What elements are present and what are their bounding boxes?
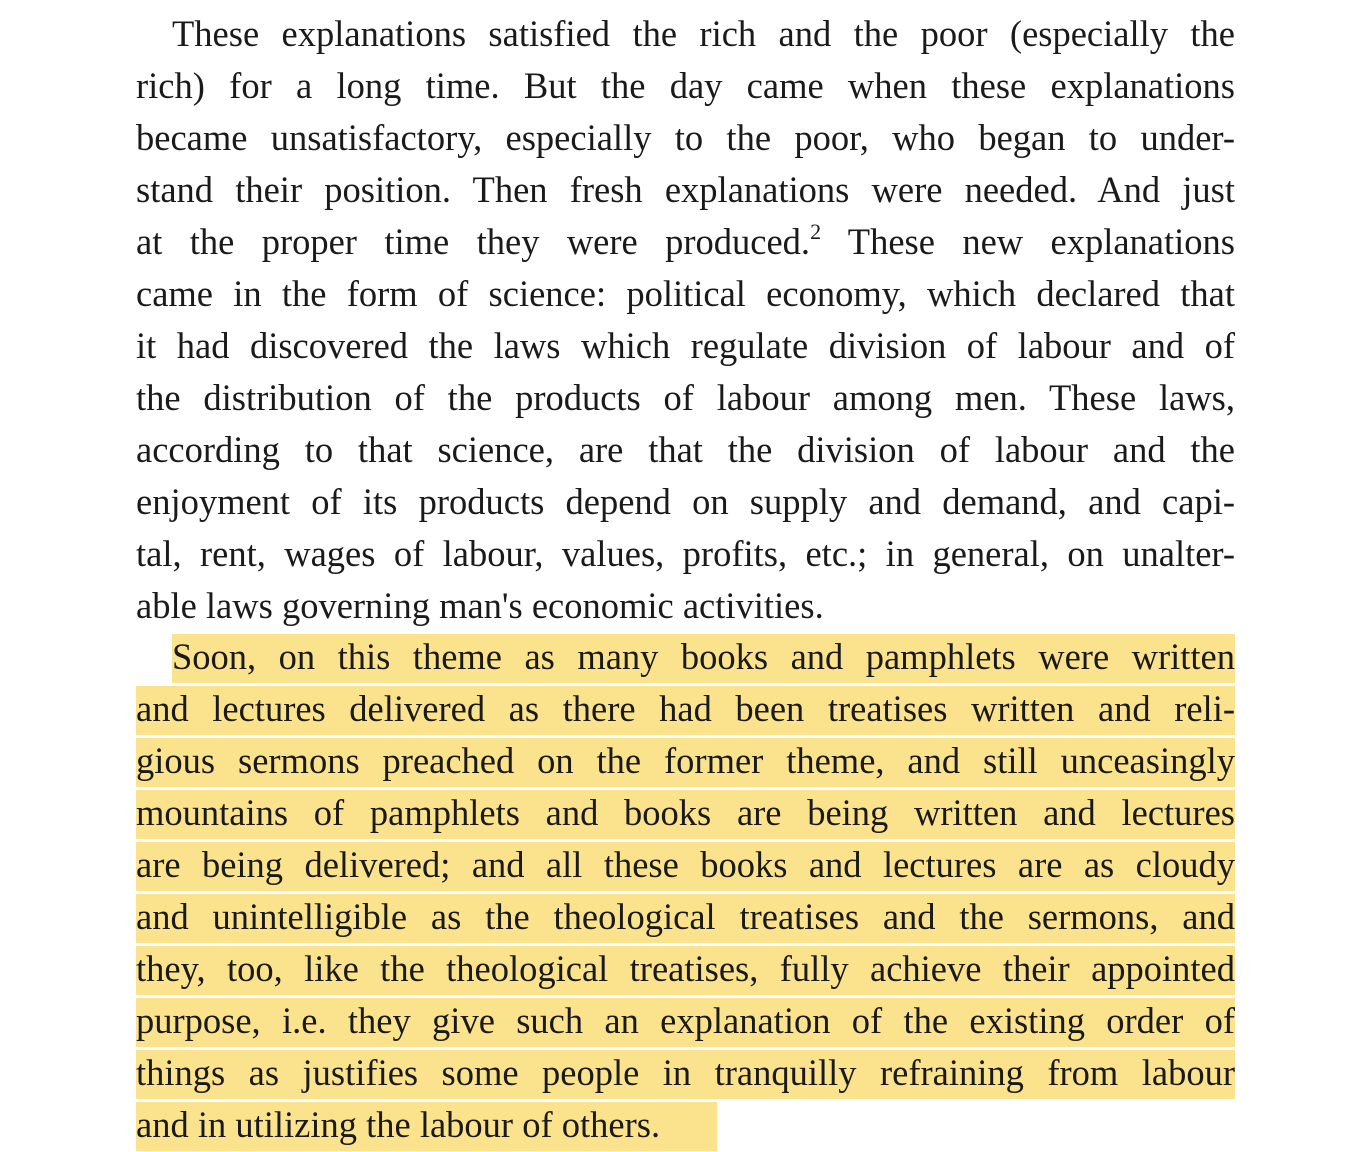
text-line: became unsatisfactory, especially to the poor, who began to under- [136,117,1235,158]
highlighted-line [136,684,1235,736]
text-line: and in utilizing the labour of others. [136,1104,661,1145]
text-line: purpose, i.e. they give such an explanation of the existing order of [136,1000,1235,1041]
text-line: These explanations satisfied the rich and the poor (especially the [172,13,1235,54]
highlighted-line [136,1048,1235,1100]
text-line: enjoyment of its products depend on supply and demand, and capi- [136,481,1235,522]
highlighted-line [136,632,1235,684]
highlighted-line [136,736,1235,788]
text-line: and lectures delivered as there had been treatises written and reli- [136,688,1235,729]
highlighted-line [136,1100,1235,1152]
text-line: mountains of pamphlets and books are being written and lectures [136,792,1235,833]
highlighted-line [136,996,1235,1048]
text-line: stand their position. Then fresh explanations were needed. And just [136,169,1235,210]
footnote-marker[interactable]: 2 [810,219,822,244]
text-line: and unintelligible as the theological treatises and the sermons, and [136,896,1235,937]
highlighted-line [136,840,1235,892]
highlighted-line [136,944,1235,996]
text-segment: at the proper time they were produced. [136,221,811,262]
text-line: Soon, on this theme as many books and pamphlets were written [172,636,1235,677]
text-segment: These new explanations [821,221,1235,262]
text-line: gious sermons preached on the former theme, and still unceasingly [136,740,1235,781]
text-line: tal, rent, wages of labour, values, profits, etc.; in general, on unalter- [136,533,1235,574]
paragraph-2-highlighted[interactable] [136,632,1235,1152]
text-line: are being delivered; and all these books and lectures are as cloudy [136,844,1235,885]
text-line-with-footnote [136,216,1235,268]
text-line: things as justifies some people in tranquilly refraining from labour [136,1052,1235,1093]
text-line: rich) for a long time. But the day came when these explanations [136,65,1235,106]
text-line: the distribution of the products of labour among men. These laws, [136,377,1235,418]
highlighted-line [136,788,1235,840]
document-page [136,8,1235,1152]
highlighted-line [136,892,1235,944]
paragraph-1 [136,8,1235,632]
text-line: it had discovered the laws which regulate division of labour and of [136,325,1235,366]
text-line: came in the form of science: political economy, which declared that [136,273,1235,314]
text-line: they, too, like the theological treatises, fully achieve their appointed [136,948,1235,989]
text-line: able laws governing man's economic activities. [136,585,824,626]
text-line: according to that science, are that the division of labour and the [136,429,1235,470]
